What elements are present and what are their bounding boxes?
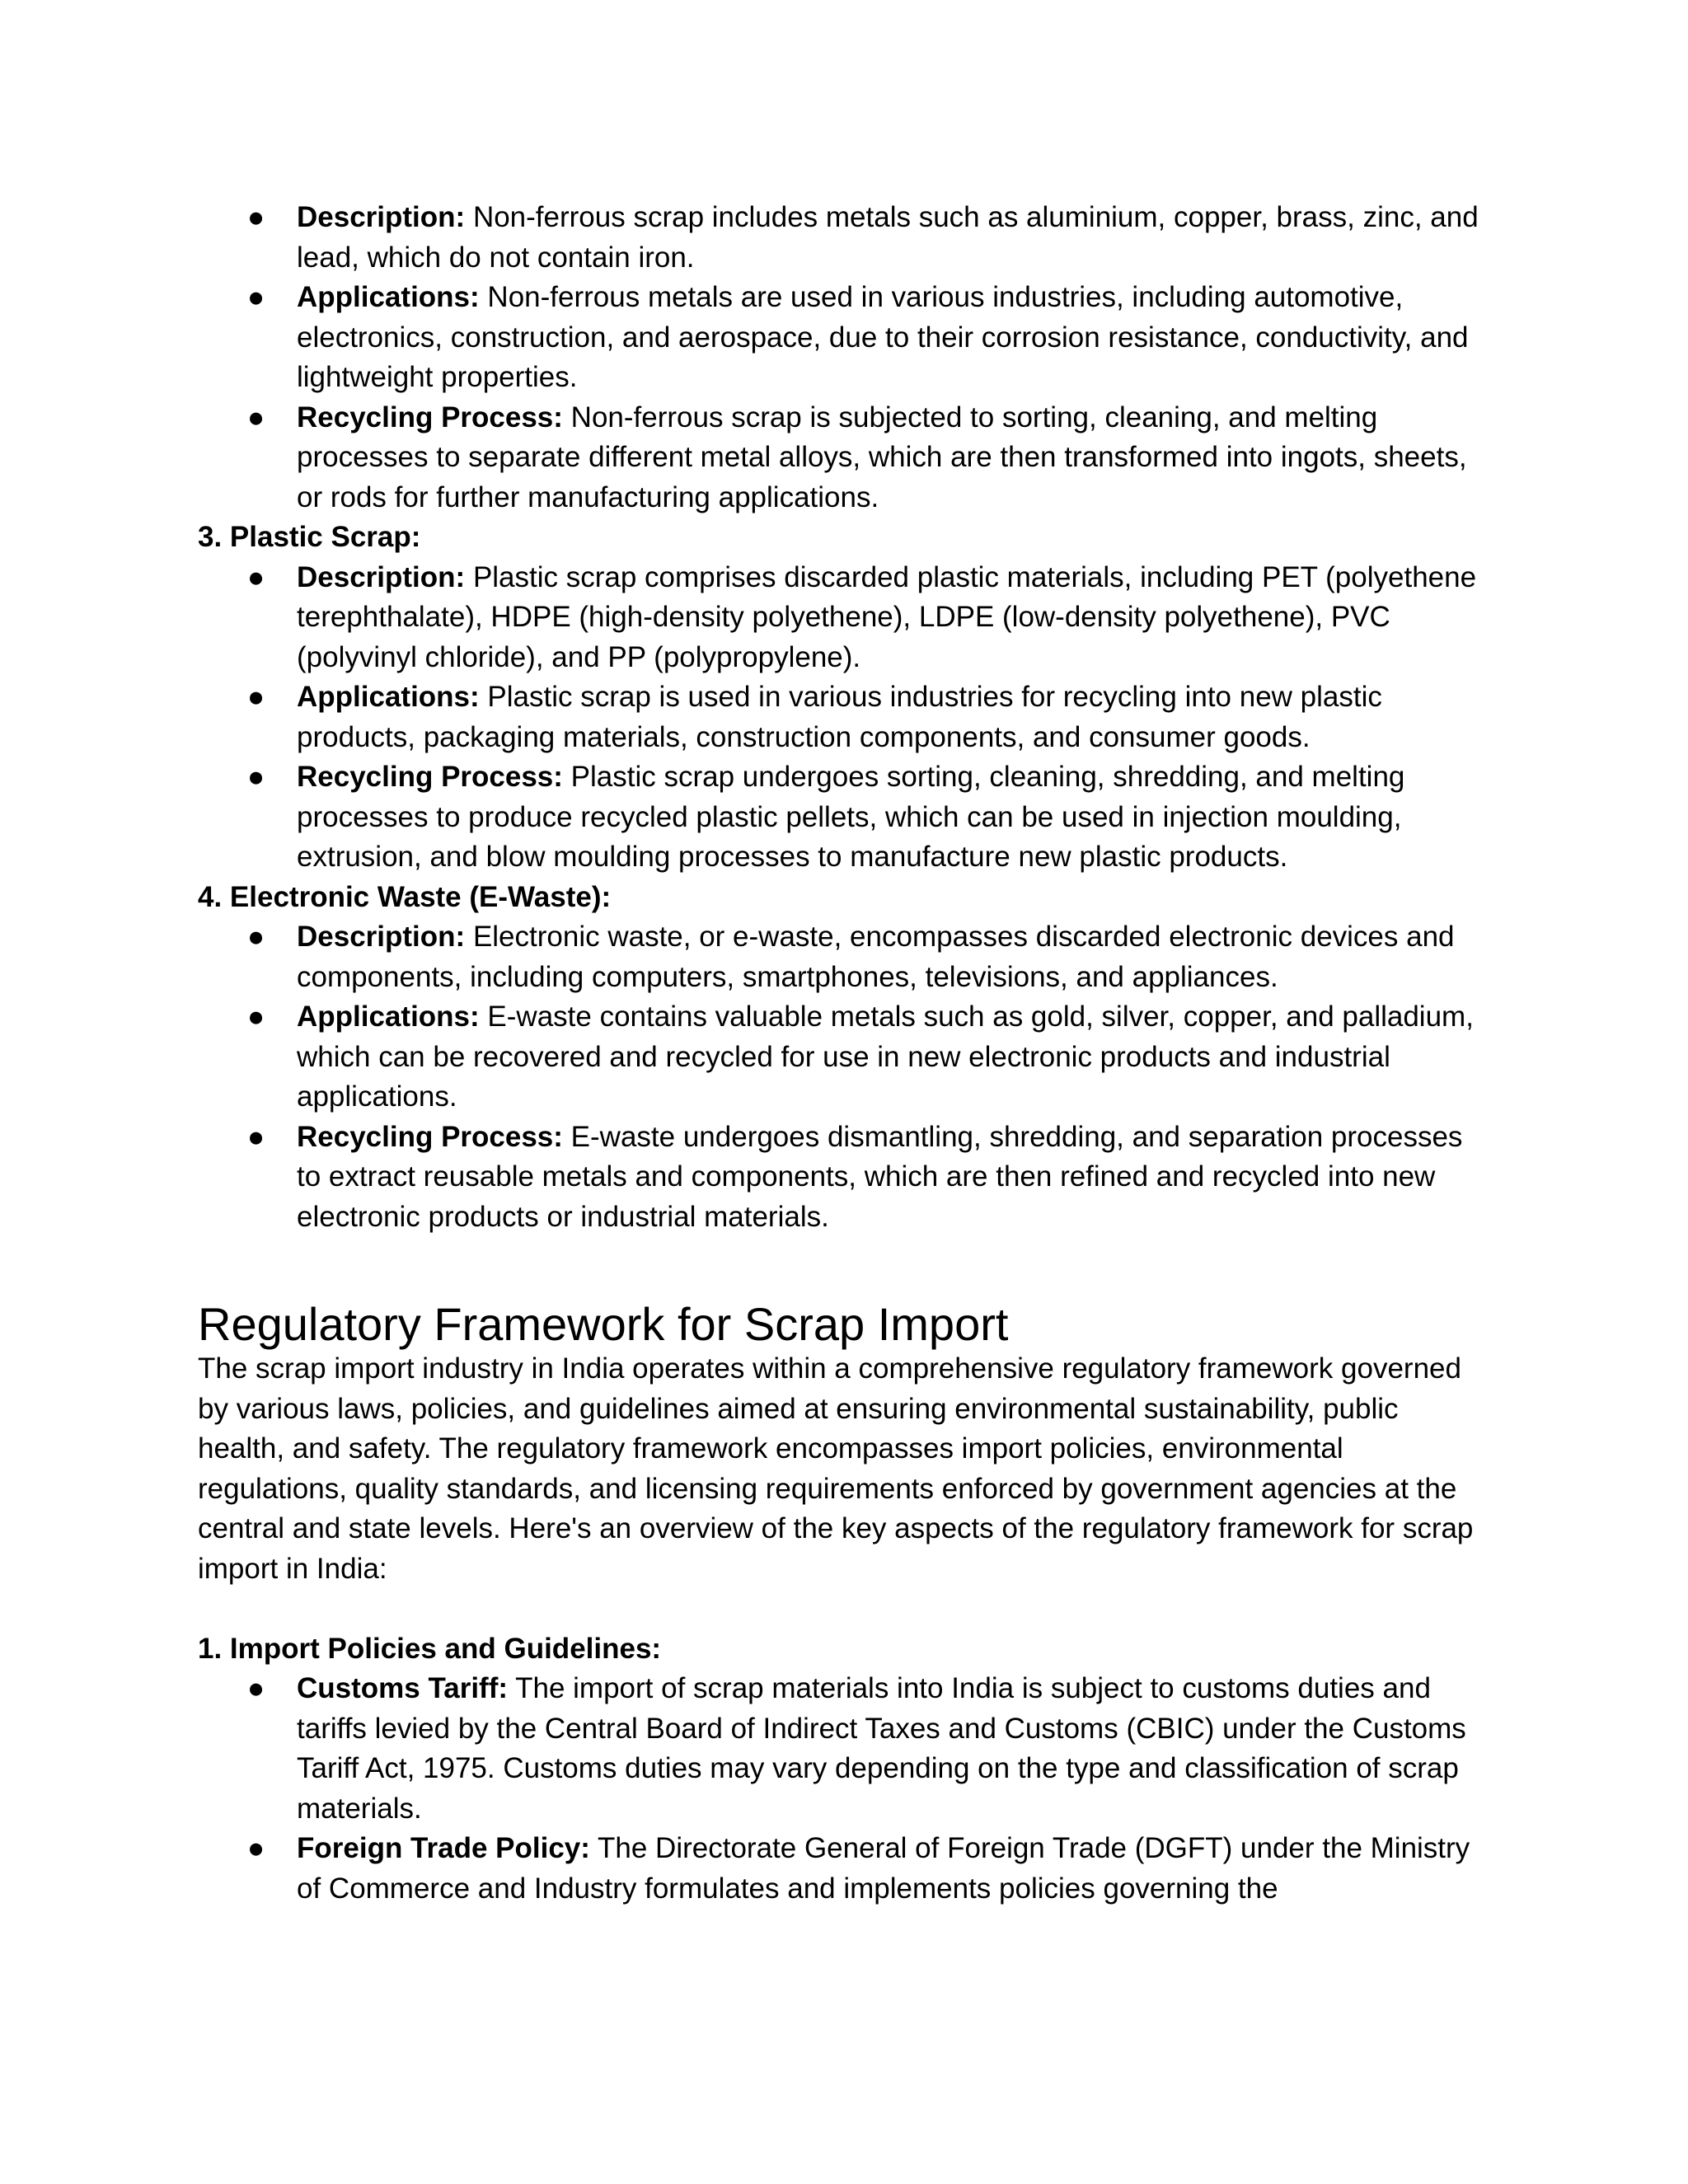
list-item	[198, 917, 1484, 997]
bullet-icon: ●	[247, 281, 265, 313]
list-item	[198, 198, 1484, 278]
item-label: Recycling Process:	[297, 401, 563, 434]
list-item	[198, 997, 1484, 1118]
list-item	[198, 398, 1484, 518]
list-item	[198, 1829, 1484, 1909]
nonferrous-list	[198, 198, 1484, 518]
bullet-icon: ●	[247, 921, 265, 953]
item-text: The import of scrap materials into India is subject to customs duties and tariffs levied by the Central Board of Indirect Taxes and Customs (CBIC) under the Customs Tariff Act, 1975. Customs duties may vary depending on the type and classification of scrap materials.	[297, 1672, 1466, 1825]
spacer	[198, 1589, 1484, 1629]
list-item	[198, 1669, 1484, 1829]
item-label: Foreign Trade Policy:	[297, 1832, 590, 1864]
bullet-icon: ●	[247, 1120, 265, 1153]
item-label: Customs Tariff:	[297, 1672, 509, 1704]
item-text: E-waste undergoes dismantling, shredding, and separation processes to extract reusable metals and components, which are then refined and recycled into new electronic products or industrial materials.	[297, 1120, 1463, 1233]
import-policies-heading: 1. Import Policies and Guidelines:	[198, 1632, 662, 1665]
item-text: Plastic scrap undergoes sorting, cleaning, shredding, and melting processes to produce recycled plastic pellets, which can be used in injection moulding, extrusion, and blow moulding processes to manufacture new plastic products.	[297, 761, 1405, 873]
item-label: Description:	[297, 560, 466, 593]
bullet-icon: ●	[247, 401, 265, 434]
list-item	[198, 278, 1484, 398]
item-label: Recycling Process:	[297, 761, 563, 793]
item-text: The Directorate General of Foreign Trade (DGFT) under the Ministry of Commerce and Industry formulates and implements policies governing the	[297, 1832, 1470, 1905]
bullet-icon: ●	[247, 560, 265, 593]
plastic-list	[198, 558, 1484, 878]
item-text: Plastic scrap is used in various industries for recycling into new plastic products, packaging materials, construction components, and consumer goods.	[297, 681, 1382, 753]
section-title: Regulatory Framework for Scrap Import	[198, 1298, 1009, 1350]
bullet-icon: ●	[247, 1672, 265, 1704]
item-label: Applications:	[297, 681, 480, 713]
document-page	[198, 198, 1484, 1909]
item-label: Applications:	[297, 1001, 480, 1033]
bullet-icon: ●	[247, 201, 265, 233]
list-item	[198, 677, 1484, 757]
import-policies-list	[198, 1669, 1484, 1909]
ewaste-heading: 4. Electronic Waste (E-Waste):	[198, 880, 612, 913]
plastic-heading: 3. Plastic Scrap:	[198, 521, 421, 553]
item-text: Non-ferrous scrap includes metals such as aluminium, copper, brass, zinc, and lead, which do not contain iron.	[297, 201, 1479, 274]
bullet-icon: ●	[247, 1832, 265, 1864]
bullet-icon: ●	[247, 1001, 265, 1033]
bullet-icon: ●	[247, 681, 265, 713]
item-text: Electronic waste, or e-waste, encompasses discarded electronic devices and components, including computers, smartphones, televisions, and appliances.	[297, 921, 1455, 993]
item-text: Plastic scrap comprises discarded plastic materials, including PET (polyethene terephthalate), HDPE (high-density polyethene), LDPE (low-density polyethene), PVC (polyvinyl chloride), and PP (polypropylene).	[297, 560, 1477, 673]
item-label: Recycling Process:	[297, 1120, 563, 1153]
item-text: Non-ferrous scrap is subjected to sorting, cleaning, and melting processes to separate different metal alloys, which are then transformed into ingots, sheets, or rods for further manufacturing applications.	[297, 401, 1467, 513]
item-text: E-waste contains valuable metals such as gold, silver, copper, and palladium, which can be recovered and recycled for use in new electronic products and industrial applications.	[297, 1001, 1474, 1113]
ewaste-list	[198, 917, 1484, 1237]
list-item	[198, 1118, 1484, 1238]
item-label: Applications:	[297, 281, 480, 313]
item-label: Description:	[297, 201, 466, 233]
bullet-icon: ●	[247, 761, 265, 793]
list-item	[198, 558, 1484, 678]
list-item	[198, 757, 1484, 878]
intro-paragraph: The scrap import industry in India operates within a comprehensive regulatory framework governed by various laws, policies, and guidelines aimed at ensuring environmental sustainability, public health, and safety. The regulatory framework encompasses import policies, environmental regulations, quality standards, and licensing requirements enforced by government agencies at the central and state levels. Here's an overview of the key aspects of the regulatory framework for scrap import in India:	[198, 1352, 1474, 1585]
item-label: Description:	[297, 921, 466, 953]
item-text: Non-ferrous metals are used in various industries, including automotive, electronics, construction, and aerospace, due to their corrosion resistance, conductivity, and lightweight properties.	[297, 281, 1469, 393]
